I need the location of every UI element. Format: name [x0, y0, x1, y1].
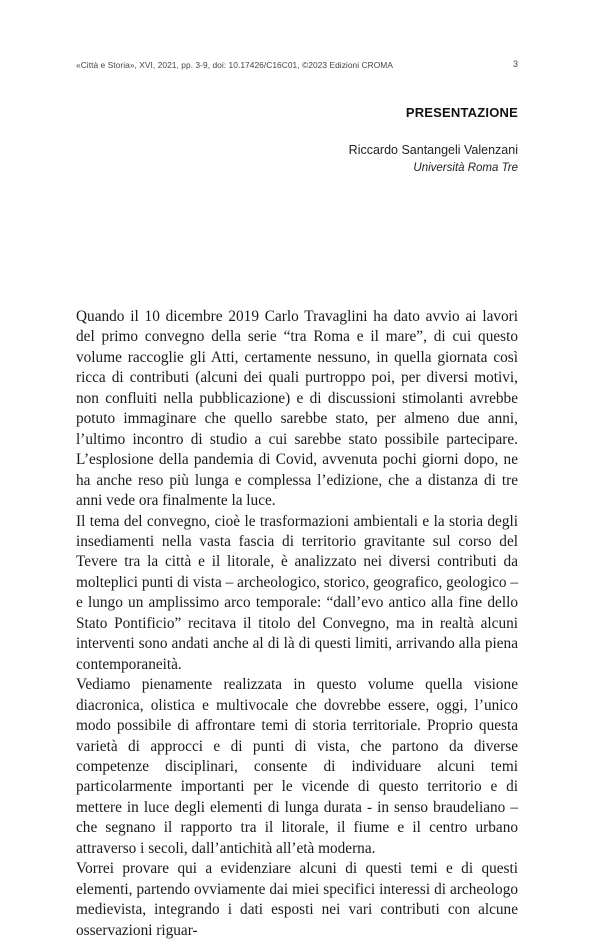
paragraph: Il tema del convegno, cioè le trasformazioni ambientali e la storia degli insediamenti nella vasta fascia di territorio gravitante sul corso del Tevere tra la città e il litorale, è analizzato nei diversi contributi da molteplici punti di vista – archeologico, storico, geografico, geologico – e lungo un amplissimo arco temporale: “dall’evo antico alla fine dello Stato Pontificio” recitava il titolo del Convegno, ma in realtà alcuni interventi sono andati anche al di là di questi limiti, arrivando alla piena contemporaneità. [76, 512, 518, 673]
page-number: 3 [512, 59, 518, 69]
article-body [76, 307, 518, 941]
author-name: Riccardo Santangeli Valenzani [348, 143, 518, 157]
author-affiliation: Università Roma Tre [413, 162, 518, 174]
paragraph: Quando il 10 dicembre 2019 Carlo Travaglini ha dato avvio ai lavori del primo convegno della serie “tra Roma e il mare”, di cui questo volume raccoglie gli Atti, certamente nessuno, in quella giornata così ricca di contributi (alcuni dei quali purtroppo poi, per diversi motivi, non confluiti nella pubblicazione) e di discussioni stimolanti avrebbe potuto immaginare che quello sarebbe stato, per almeno due anni, l’ultimo incontro di studio a cui sarebbe stato possibile partecipare. L’esplosione della pandemia di Covid, avvenuta pochi giorni dopo, ne ha anche reso più lunga e complessa l’edizione, che a distanza di tre anni vede ora finalmente la luce. [76, 308, 518, 510]
article-title: PRESENTAZIONE [405, 105, 518, 120]
running-header: «Città e Storia», XVI, 2021, pp. 3-9, doi: 10.17426/C16C01, ©2023 Edizioni CROMA [76, 60, 393, 70]
paragraph: Vediamo pienamente realizzata in questo volume quella visione diacronica, olistica e multivocale che dovrebbe essere, oggi, l’unico modo possibile di affrontare temi di storia territoriale. Proprio questa varietà di approcci e di punti di vista, che partono da diverse competenze disciplinari, consente di individuare alcuni temi particolarmente importanti per le vicende di questo territorio e di mettere in luce degli elementi di lunga durata - in senso braudeliano – che segnano il rapporto tra il litorale, il fiume e il centro urbano attraverso i secoli, dall’antichità all’età moderna. [76, 676, 518, 857]
paragraph: Vorrei provare qui a evidenziare alcuni di questi temi e di questi elementi, partendo ovviamente dai miei specifici interessi di archeologo medievista, integrando i dati esposti nei vari contributi con alcune osservazioni riguar- [76, 860, 518, 939]
